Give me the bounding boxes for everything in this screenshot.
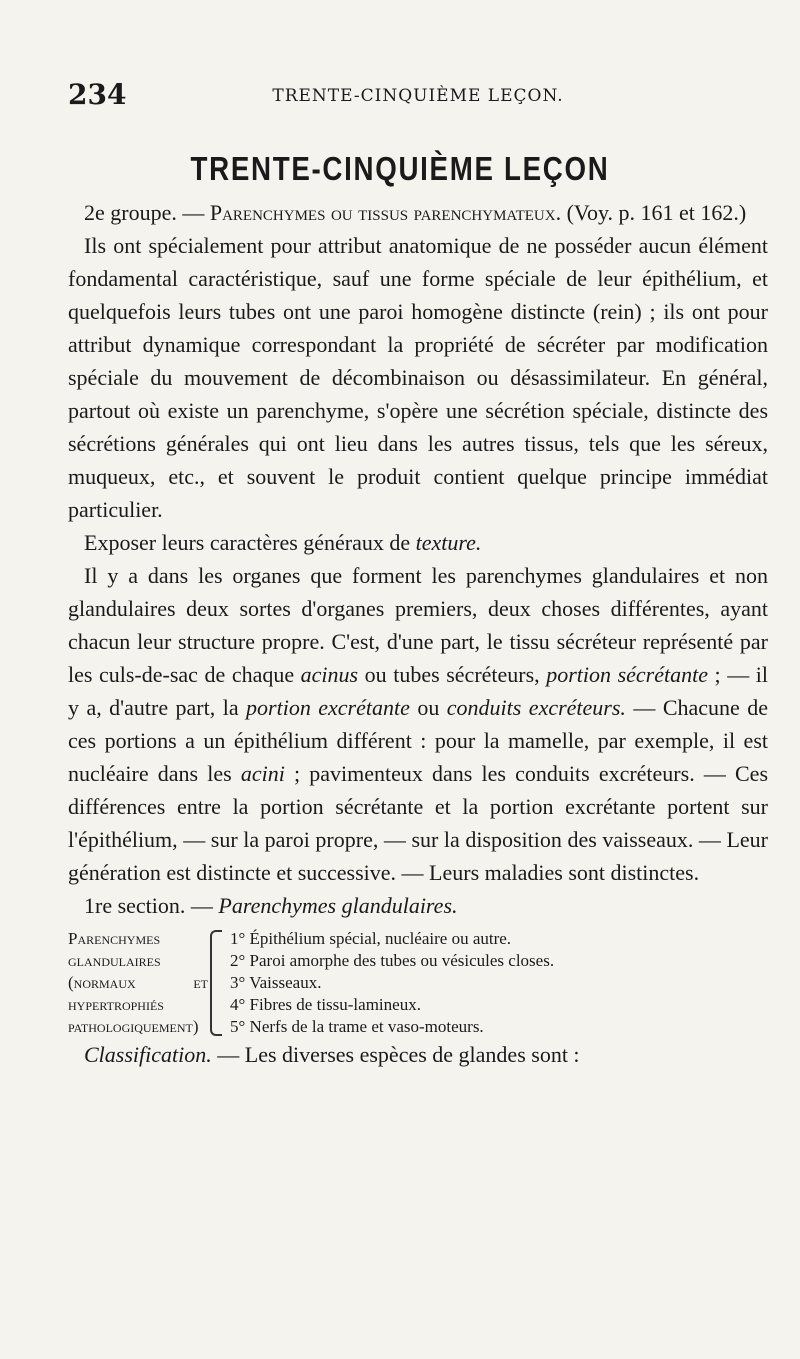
organs-text-1: Il y a dans les organes que forment les parenchymes glandulaires et non glandulaires deux sortes d'organes premiers, deux choses différentes, ayant chacun leur structure propre. C'est, d'une part, le tissu sécréteur représenté par les culs-de-sac de chaque <box>68 563 768 687</box>
organs-text-2: ou tubes sécréteurs, <box>358 662 547 687</box>
table-item: 1° Épithélium spécial, nucléaire ou autre. <box>230 929 512 948</box>
brace <box>210 930 222 1036</box>
group-reference: (Voy. p. 161 et 162.) <box>561 200 747 225</box>
organs-italic-5: acini <box>240 761 285 786</box>
page-number: 234 <box>68 78 127 111</box>
organs-italic-2: portion sécrétante <box>546 662 708 687</box>
group-heading: Parenchymes ou tissus parenchymateux. <box>209 200 562 225</box>
table-item: 3° Vaisseaux. <box>230 973 322 992</box>
organs-text-6: ; pavimenteux dans les conduits excréteurs. — Ces différences entre la portion sécrétante et la portion excrétante portent sur l'épithélium, — sur la paroi propre, — sur la disposition des vaisseaux. — Leur génération est distincte et successive. — Leurs maladies sont distinctes. <box>68 761 769 885</box>
table-item: 5° Nerfs de la trame et vaso-moteurs. <box>230 1017 484 1036</box>
classification-text: — Les diverses espèces de glandes sont : <box>211 1042 580 1067</box>
section-title: Parenchymes glandulaires. <box>218 893 458 918</box>
organs-italic-3: portion excrétante <box>246 695 410 720</box>
organs-italic-1: acinus <box>300 662 359 687</box>
section-heading <box>68 889 768 922</box>
body-text <box>68 196 768 1071</box>
texture-italic: texture. <box>415 530 482 555</box>
organs-text-3: ; — il y a, d'autre part, la <box>68 662 768 720</box>
organs-text-4: ou <box>409 695 447 720</box>
running-head <box>68 78 768 118</box>
group-label: 2e groupe. — <box>84 200 210 225</box>
lesson-title: TRENTE-CINQUIÈME LEÇON <box>190 150 610 187</box>
table-item: 2° Paroi amorphe des tubes ou vésicules closes. <box>230 951 555 970</box>
texture-text: Exposer leurs caractères généraux de <box>84 530 416 555</box>
paragraph-texture <box>68 526 768 559</box>
paragraph-classification <box>68 1038 768 1071</box>
running-title: TRENTE-CINQUIÈME LEÇON. <box>272 86 564 106</box>
paragraph-organs <box>68 559 768 889</box>
table-items <box>230 928 768 1038</box>
organs-italic-4: conduits excréteurs. <box>446 695 626 720</box>
paragraph-group <box>68 196 768 229</box>
table-item: 4° Fibres de tissu-lamineux. <box>230 995 421 1014</box>
classification-italic: Classification. <box>84 1042 212 1067</box>
section-label: 1re section. — <box>84 893 219 918</box>
table-label: Parenchymes glandulaires (normaux et hypertrophiés pathologiquement) <box>68 929 208 1036</box>
organs-text-5: — Chacune de ces portions a un épithélium différent : pour la mamelle, par exemple, il est nucléaire dans les <box>68 695 769 786</box>
structure-table <box>68 928 768 1038</box>
paragraph-attributes: Ils ont spécialement pour attribut anatomique de ne posséder aucun élément fondamental caractéristique, sauf une forme spéciale de leur épithélium, et quelquefois leurs tubes ont une paroi homogène distincte (rein) ; ils ont pour attribut dynamique correspondant la propriété de sécréter par modification spéciale du mouvement de décombinaison ou désassimilateur. En général, partout où existe un parenchyme, s'opère une sécrétion spéciale, distincte des sécrétions générales qui ont lieu dans les autres tissus, tels que les séreux, muqueux, etc., et souvent le produit contient quelque principe immédiat particulier. <box>68 233 768 522</box>
